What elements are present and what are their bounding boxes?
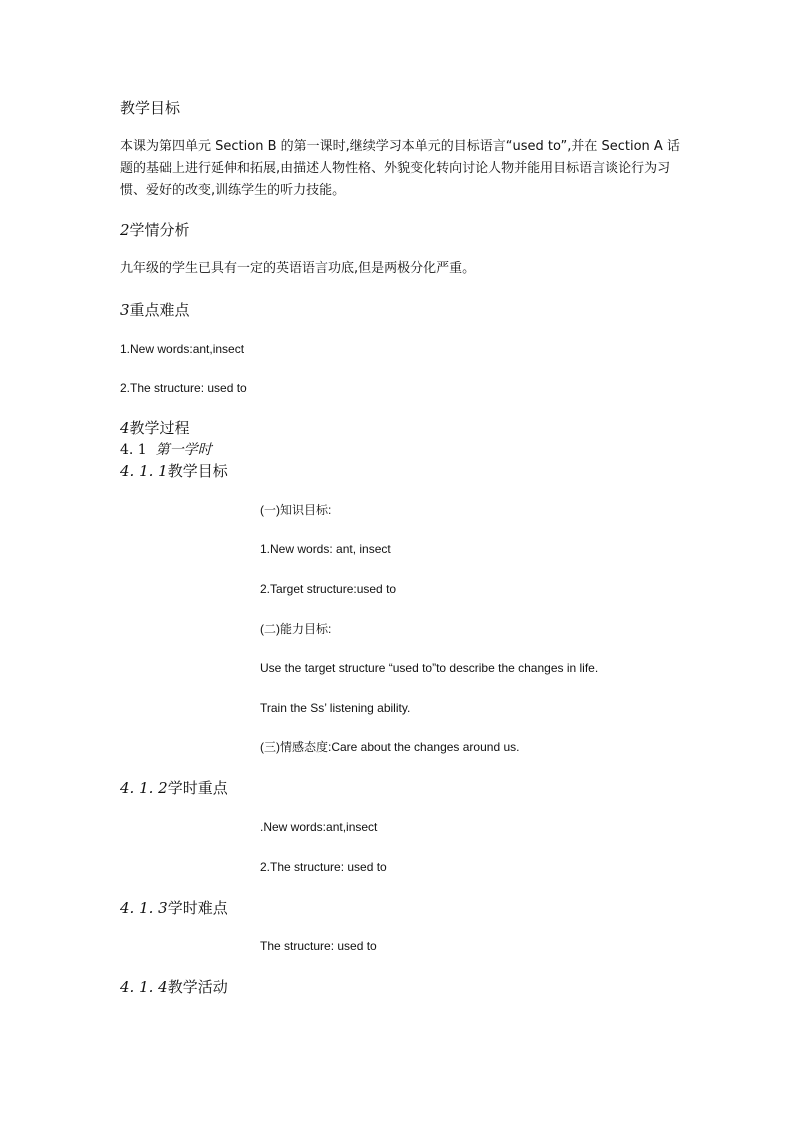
goal-knowledge-item-2: 2.Target structure:used to: [260, 582, 397, 596]
subsection-2-item-1: .New words:ant,insect: [260, 820, 378, 834]
section-3-item-1: 1.New words:ant,insect: [120, 342, 245, 356]
subsection-4-title: 教学活动: [167, 978, 228, 996]
goal-attitude: (三)情感态度:Care about the changes around us.: [260, 740, 520, 754]
intro-paragraph: 本课为第四单元 Section B 的第一课时,继续学习本单元的目标语言“used to”,并在 Section A 话题的基础上进行延伸和拓展,由描述人物性格、外貌变化转向讨论人物并能用目标语言谈论行为习惯、爱好的改变,训练学生的听力技能。: [120, 139, 680, 198]
section-2-title: 学情分析: [129, 221, 190, 239]
section-4-title: 教学过程: [129, 419, 190, 437]
goal-ability-item-1: Use the target structure “used to”to describe the changes in life.: [260, 661, 599, 675]
section-2-text: 九年级的学生已具有一定的英语语言功底,但是两极分化严重。: [120, 261, 476, 276]
subsection-1-title: 教学目标: [167, 462, 228, 480]
section-2-number: 2: [120, 221, 130, 239]
section-3-title: 重点难点: [129, 301, 190, 319]
subsection-1-number: 4. 1. 1: [120, 462, 168, 480]
goal-knowledge-item-1: 1.New words: ant, insect: [260, 542, 391, 556]
subsection-3-title: 学时难点: [167, 899, 228, 917]
goal-ability-heading: (二)能力目标:: [260, 622, 332, 636]
lesson-title: 第一学时: [155, 442, 212, 458]
subsection-2-item-2: 2.The structure: used to: [260, 860, 387, 874]
subsection-2-heading: [120, 778, 228, 798]
section-3-number: 3: [120, 301, 130, 319]
section-4-heading: [120, 418, 190, 438]
section-2-heading: [120, 220, 190, 240]
subsection-2-title: 学时重点: [167, 779, 228, 797]
subsection-4-number: 4. 1. 4: [120, 978, 168, 996]
subsection-1-heading: [120, 461, 228, 481]
goal-ability-item-2: Train the Ss’ listening ability.: [260, 701, 411, 715]
subsection-3-heading: [120, 898, 228, 918]
subsection-3-number: 4. 1. 3: [120, 899, 168, 917]
section-3-item-2: 2.The structure: used to: [120, 381, 247, 395]
goal-knowledge-heading: (一)知识目标:: [260, 503, 332, 517]
subsection-2-number: 4. 1. 2: [120, 779, 168, 797]
section-4-number: 4: [120, 419, 130, 437]
subsection-3-item-1: The structure: used to: [260, 939, 377, 953]
subsection-4-heading: [120, 977, 228, 997]
lesson-number: 4. 1: [120, 442, 147, 458]
doc-title: 教学目标: [120, 99, 181, 117]
section-3-heading: [120, 300, 190, 320]
lesson-heading: [120, 440, 212, 460]
